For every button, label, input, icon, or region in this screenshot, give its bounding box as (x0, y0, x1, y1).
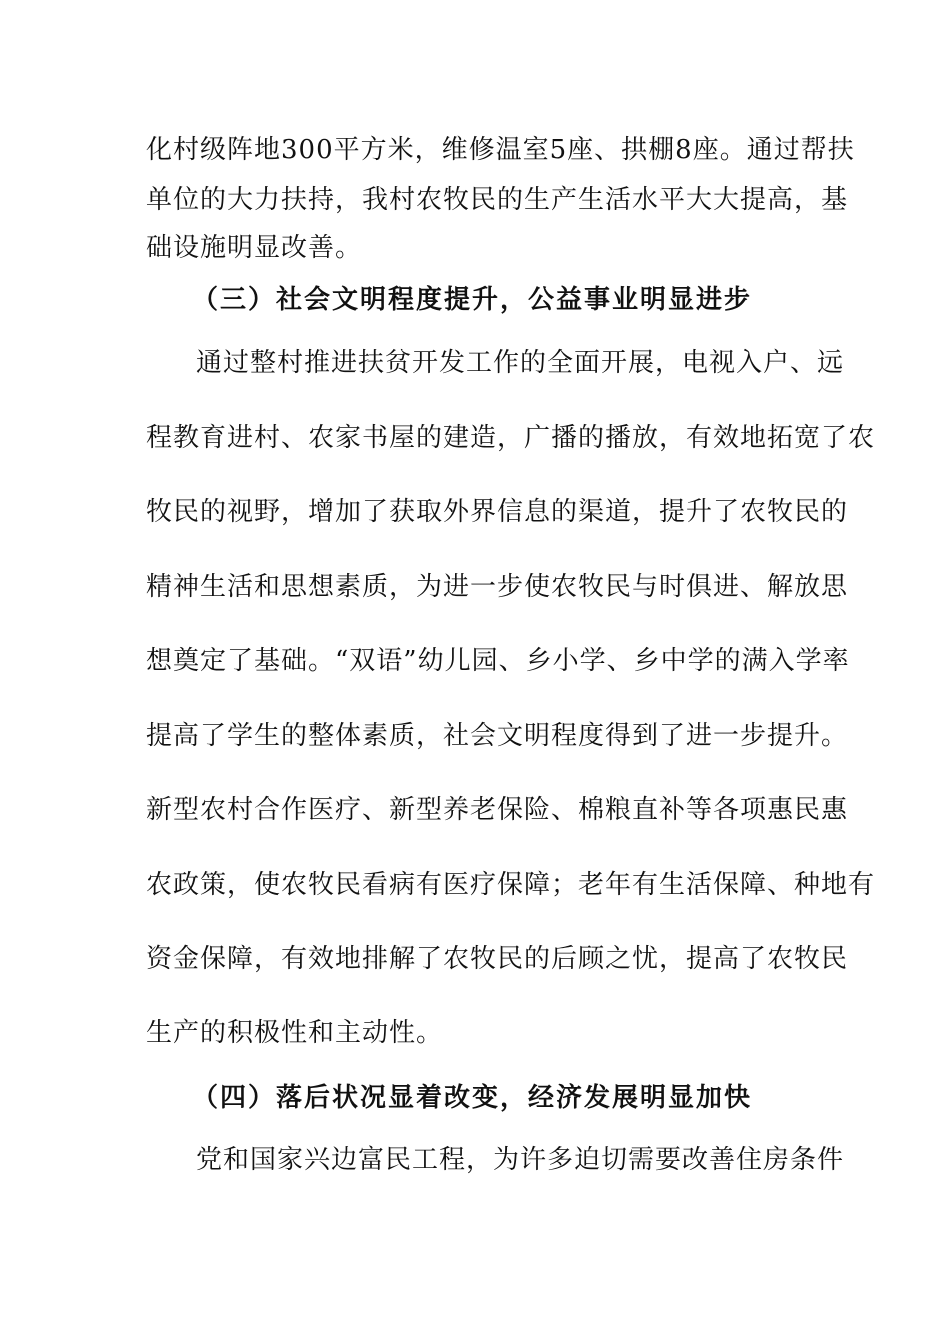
section-heading-3: （三）社会文明程度提升，公益事业明显进步 (192, 285, 753, 315)
paragraph-line: 精神生活和思想素质，为进一步使农牧民与时俱进、解放思 (146, 572, 849, 602)
paragraph-line: 党和国家兴边富民工程，为许多迫切需要改善住房条件 (196, 1145, 845, 1175)
paragraph-line: 化村级阵地300平方米，维修温室5座、拱棚8座。通过帮扶 (146, 135, 855, 165)
paragraph-line: 通过整村推进扶贫开发工作的全面开展，电视入户、远 (196, 348, 845, 378)
paragraph-line: 新型农村合作医疗、新型养老保险、棉粮直补等各项惠民惠 (146, 795, 849, 825)
paragraph-line: 础设施明显改善。 (146, 233, 363, 263)
section-heading-4: （四）落后状况显着改变，经济发展明显加快 (192, 1083, 753, 1113)
paragraph-line: 程教育进村、农家书屋的建造，广播的播放，有效地拓宽了农 (146, 423, 876, 453)
paragraph-line: 牧民的视野，增加了获取外界信息的渠道，提升了农牧民的 (146, 497, 849, 527)
paragraph-line: 农政策，使农牧民看病有医疗保障；老年有生活保障、种地有 (146, 870, 876, 900)
paragraph-line: 想奠定了基础。“双语”幼儿园、乡小学、乡中学的满入学率 (146, 646, 850, 676)
paragraph-line: 单位的大力扶持，我村农牧民的生产生活水平大大提高，基 (146, 185, 849, 215)
paragraph-line: 生产的积极性和主动性。 (146, 1018, 444, 1048)
paragraph-line: 提高了学生的整体素质，社会文明程度得到了进一步提升。 (146, 721, 849, 751)
paragraph-line: 资金保障，有效地排解了农牧民的后顾之忧，提高了农牧民 (146, 944, 849, 974)
